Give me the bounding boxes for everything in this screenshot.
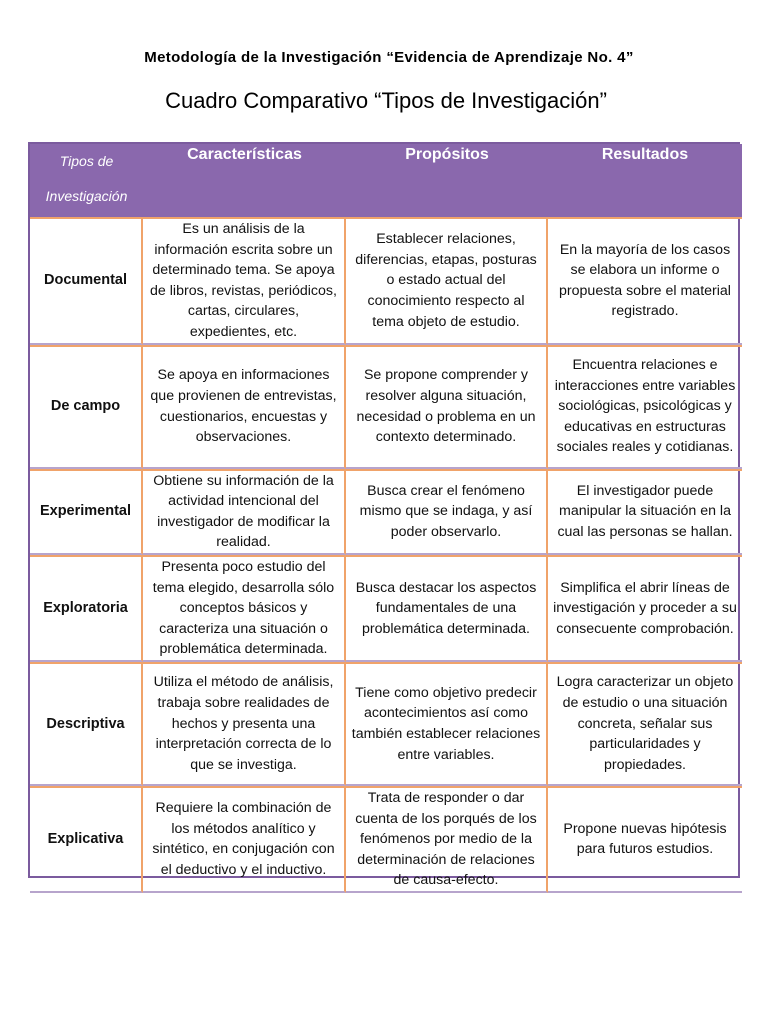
characteristics-cell: Utiliza el método de análisis, trabaja sobre realidades de hechos y presenta una interpretación correcta de lo que se investiga. [143, 662, 346, 786]
header-purposes: Propósitos [346, 144, 548, 217]
header-type-line2: Investigación [45, 188, 128, 204]
document-title: Cuadro Comparativo “Tipos de Investigación” [165, 88, 607, 113]
type-cell: Descriptiva [30, 662, 143, 786]
type-cell: De campo [30, 345, 143, 469]
characteristics-cell: Requiere la combinación de los métodos analítico y sintético, en conjugación con el deductivo y el inductivo. [143, 786, 346, 893]
type-cell: Exploratoria [30, 555, 143, 662]
document-subtitle: Metodología de la Investigación “Evidencia de Aprendizaje No. 4” [144, 49, 634, 66]
results-cell: Encuentra relaciones e interacciones entre variables sociológicas, psicológicas y educativas en estructuras sociales reales y cotidianas. [548, 345, 742, 469]
header-results: Resultados [548, 144, 742, 217]
comparison-table [30, 144, 742, 893]
purposes-cell: Busca crear el fenómeno mismo que se indaga, y así poder observarlo. [346, 469, 548, 555]
characteristics-cell: Obtiene su información de la actividad intencional del investigador de modificar la realidad. [143, 469, 346, 555]
type-cell: Explicativa [30, 786, 143, 893]
table-header [30, 144, 742, 217]
results-cell: Logra caracterizar un objeto de estudio o una situación concreta, señalar sus particularidades y propiedades. [548, 662, 742, 786]
results-cell: Simplifica el abrir líneas de investigación y proceder a su consecuente comprobación. [548, 555, 742, 662]
comparison-table-frame [28, 142, 740, 889]
table-body [30, 217, 742, 893]
header-row [30, 144, 742, 217]
purposes-cell: Tiene como objetivo predecir acontecimientos así como también establecer relaciones entre variables. [346, 662, 548, 786]
type-cell: Documental [30, 217, 143, 345]
results-cell: Propone nuevas hipótesis para futuros estudios. [548, 786, 742, 893]
results-cell: En la mayoría de los casos se elabora un informe o propuesta sobre el material registrado. [548, 217, 742, 345]
purposes-cell: Busca destacar los aspectos fundamentales de una problemática determinada. [346, 555, 548, 662]
table-row [30, 469, 742, 555]
characteristics-cell: Presenta poco estudio del tema elegido, desarrolla sólo conceptos básicos y caracteriza una situación o problemática determinada. [143, 555, 346, 662]
characteristics-cell: Se apoya en informaciones que provienen de entrevistas, cuestionarios, encuestas y observaciones. [143, 345, 346, 469]
header-type-line1: Tipos de [59, 153, 114, 169]
characteristics-cell: Es un análisis de la información escrita sobre un determinado tema. Se apoya de libros, revistas, periódicos, cartas, circulares, expedientes, etc. [143, 217, 346, 345]
table-row [30, 217, 742, 345]
table-row [30, 662, 742, 786]
table-row [30, 786, 742, 893]
header-type [30, 144, 143, 217]
results-cell: El investigador puede manipular la situación en la cual las personas se hallan. [548, 469, 742, 555]
table-row [30, 345, 742, 469]
header-characteristics: Características [143, 144, 346, 217]
purposes-cell: Trata de responder o dar cuenta de los porqués de los fenómenos por medio de la determinación de relaciones de causa-efecto. [346, 786, 548, 893]
table-row [30, 555, 742, 662]
purposes-cell: Establecer relaciones, diferencias, etapas, posturas o estado actual del conocimiento respecto al tema objeto de estudio. [346, 217, 548, 345]
type-cell: Experimental [30, 469, 143, 555]
purposes-cell: Se propone comprender y resolver alguna situación, necesidad o problema en un contexto determinado. [346, 345, 548, 469]
